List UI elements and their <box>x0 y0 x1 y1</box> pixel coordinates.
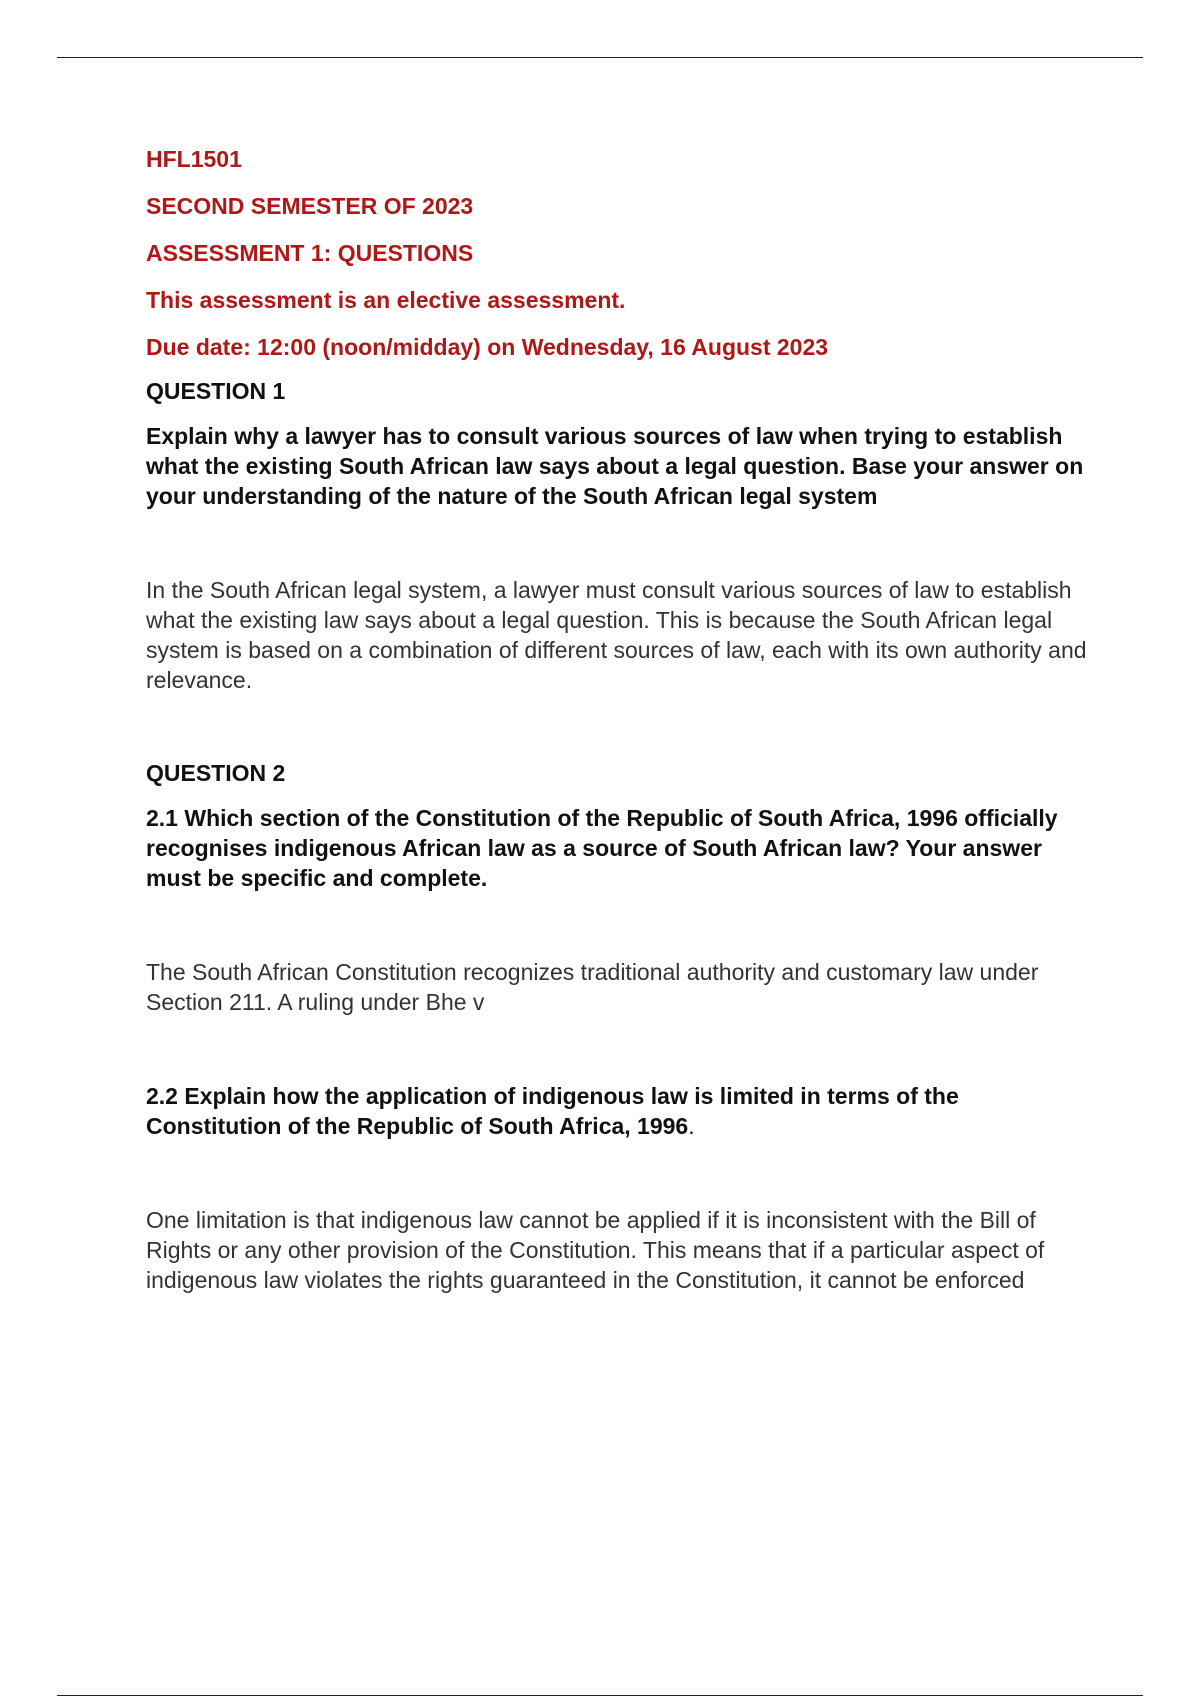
question-2-2-text-bold: 2.2 Explain how the application of indigenous law is limited in terms of the Constitution of the Republic of South Africa, 1996 <box>146 1083 959 1139</box>
question-2-2-answer: One limitation is that indigenous law cannot be applied if it is inconsistent with the Bill of Rights or any other provision of the Constitution. This means that if a particular aspect of indigenous law violates the rights guaranteed in the Constitution, it cannot be enforced <box>146 1207 1045 1293</box>
question-1-title: QUESTION 1 <box>146 378 286 404</box>
question-2-title: QUESTION 2 <box>146 760 286 786</box>
assessment-heading: ASSESSMENT 1: QUESTIONS <box>146 240 474 266</box>
question-1 <box>146 377 1096 695</box>
bottom-rule <box>57 1695 1143 1696</box>
question-2-2-text <box>146 1081 1096 1141</box>
document-body <box>146 145 1096 1295</box>
question-1-text: Explain why a lawyer has to consult various sources of law when trying to establish what the existing South African law says about a legal question. Base your answer on your understanding of the nature of the South African legal system <box>146 423 1084 509</box>
question-2-1-answer: The South African Constitution recognizes traditional authority and customary law under Section 211. A ruling under Bhe v <box>146 959 1039 1015</box>
question-2-1-text: 2.1 Which section of the Constitution of the Republic of South Africa, 1996 officially recognises indigenous African law as a source of South African law? Your answer must be specific and complete. <box>146 805 1058 891</box>
semester-heading: SECOND SEMESTER OF 2023 <box>146 193 474 219</box>
course-code: HFL1501 <box>146 146 242 172</box>
elective-note: This assessment is an elective assessment. <box>146 287 626 313</box>
question-2-2-text-period: . <box>688 1113 695 1139</box>
question-1-answer: In the South African legal system, a lawyer must consult various sources of law to establish what the existing law says about a legal question. This is because the South African legal system is based on a combination of different sources of law, each with its own authority and relevance. <box>146 577 1087 693</box>
due-date: Due date: 12:00 (noon/midday) on Wednesday, 16 August 2023 <box>146 334 829 360</box>
question-2 <box>146 759 1096 1295</box>
top-rule <box>57 57 1143 58</box>
